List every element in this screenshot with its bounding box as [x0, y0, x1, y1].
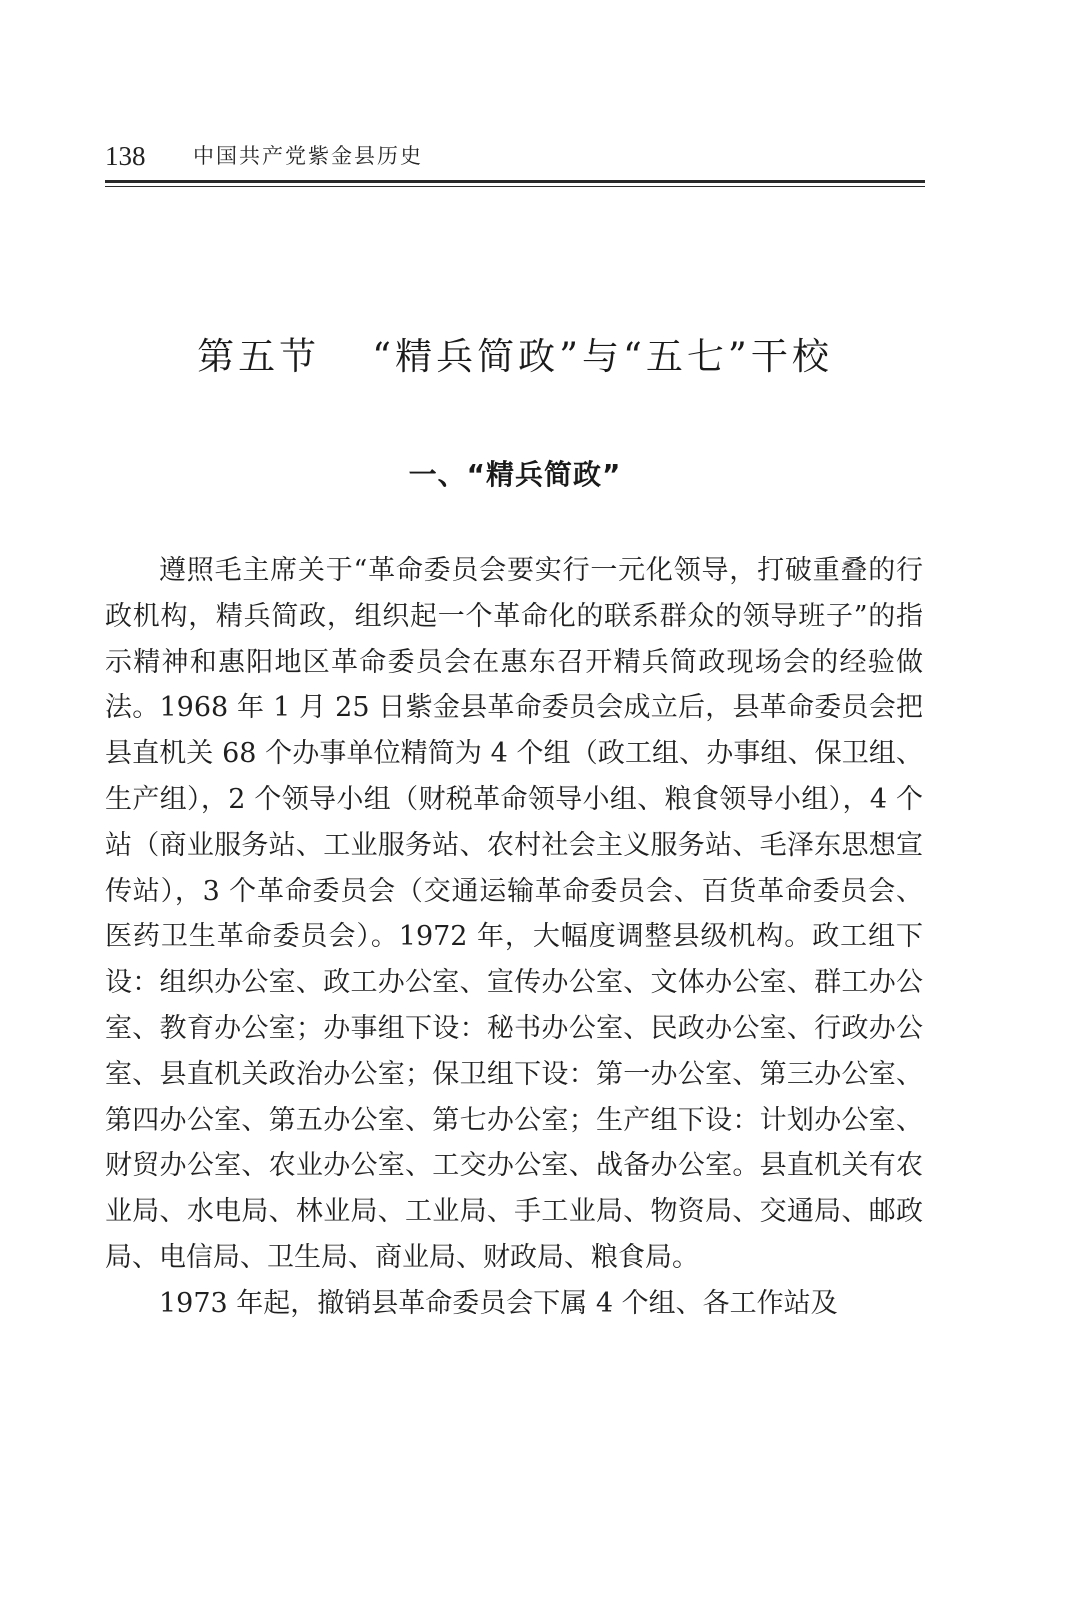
- section-heading: [105, 332, 925, 382]
- running-title: 中国共产党紫金县历史: [193, 144, 423, 168]
- header-rule-thin: [105, 186, 925, 187]
- subsection-heading: 一、“精兵简政”: [408, 458, 622, 491]
- section-label: 第五节: [197, 335, 321, 378]
- page-header: [105, 136, 925, 176]
- page-number: 138: [105, 141, 146, 171]
- header-rule-thick: [105, 180, 925, 183]
- section-title: “精兵简政”与“五七”干校: [372, 335, 833, 378]
- paragraph-1: 遵照毛主席关于“革命委员会要实行一元化领导，打破重叠的行政机构，精兵简政，组织起一个革命化的联系群众的领导班子”的指示精神和惠阳地区革命委员会在惠东召开精兵简政现场会的经验做法。1968 年 1 月 25 日紫金县革命委员会成立后，县革命委员会把县直机关 68 个办事单位精简为 4 个组（政工组、办事组、保卫组、生产组），2 个领导小组（财税革命领导小组、粮食领导小组），4 个站（商业服务站、工业服务站、农村社会主义服务站、毛泽东思想宣传站），3 个革命委员会（交通运输革命委员会、百货革命委员会、医药卫生革命委员会）。1972 年，大幅度调整县级机构。政工组下设：组织办公室、政工办公室、宣传办公室、文体办公室、群工办公室、教育办公室；办事组下设：秘书办公室、民政办公室、行政办公室、县直机关政治办公室；保卫组下设：第一办公室、第三办公室、第四办公室、第五办公室、第七办公室；生产组下设：计划办公室、财贸办公室、农业办公室、工交办公室、战备办公室。县直机关有农业局、水电局、林业局、工业局、手工业局、物资局、交通局、邮政局、电信局、卫生局、商业局、财政局、粮食局。: [105, 555, 923, 1273]
- paragraph-2: 1973 年起，撤销县革命委员会下属 4 个组、各工作站及: [159, 1287, 838, 1319]
- body-text: [105, 548, 923, 1327]
